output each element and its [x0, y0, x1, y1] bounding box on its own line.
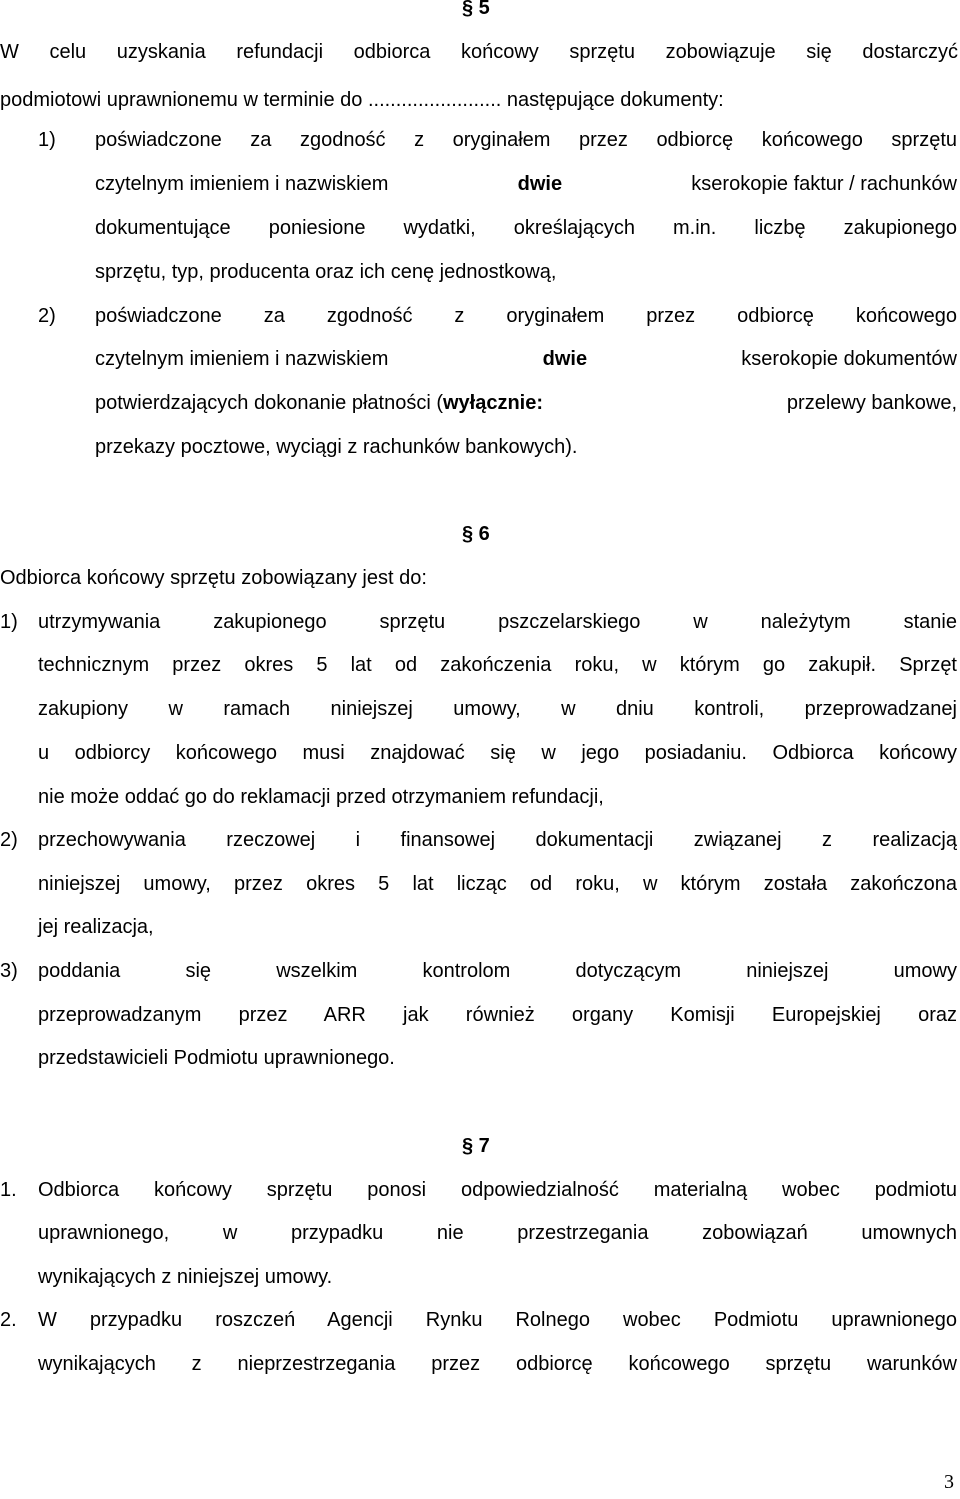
s6-item-2-line-3: jej realizacja,	[38, 916, 154, 938]
s5-item-2-line-4: przekazy pocztowe, wyciągi z rachunków bankowych).	[95, 436, 578, 458]
s5-item-2-emphasis-2: wyłącznie:	[442, 392, 544, 414]
s6-intro: Odbiorca końcowy sprzętu zobowiązany jest do:	[0, 567, 427, 589]
s6-item-1-number: 1)	[0, 611, 18, 633]
s5-item-1-number: 1)	[38, 129, 56, 151]
s5-item-2-number: 2)	[38, 305, 56, 327]
s5-item-2-line-1: poświadczone za zgodność z oryginałem przez odbiorcę końcowego	[95, 305, 957, 327]
s7-item-1-number: 1.	[0, 1179, 17, 1201]
s7-item-2-line-1: W przypadku roszczeń Agencji Rynku Rolnego wobec Podmiotu uprawnionego	[38, 1309, 957, 1331]
page-number: 3	[944, 1471, 954, 1493]
s7-item-1-line-1: Odbiorca końcowy sprzętu ponosi odpowiedzialność materialną wobec podmiotu	[38, 1179, 957, 1201]
s6-item-3-line-3: przedstawicieli Podmiotu uprawnionego.	[38, 1047, 395, 1069]
s6-item-1-line-5: nie może oddać go do reklamacji przed otrzymaniem refundacji,	[38, 786, 604, 808]
s5-item-2-text-a: czytelnym imieniem i nazwiskiem	[95, 348, 389, 370]
s5-item-2-line-2	[95, 347, 957, 371]
s7-item-2-line-2: wynikających z nieprzestrzegania przez odbiorcę końcowego sprzętu warunków	[38, 1353, 957, 1375]
s5-item-2-text-c: kserokopie dokumentów	[741, 348, 957, 370]
s5-item-2-line-3	[95, 391, 957, 415]
s6-item-2-line-2: niniejszej umowy, przez okres 5 lat licząc od roku, w którym została zakończona	[38, 873, 957, 895]
s5-item-1-line-1: poświadczone za zgodność z oryginałem przez odbiorcę końcowego sprzętu	[95, 129, 957, 151]
s5-item-2-line-3-text	[95, 391, 543, 415]
s6-item-1-line-1: utrzymywania zakupionego sprzętu pszczelarskiego w należytym stanie	[38, 611, 957, 633]
s6-item-1-line-4: u odbiorcy końcowego musi znajdować się w jego posiadaniu. Odbiorca końcowy	[38, 742, 957, 764]
s5-item-1-line-3: dokumentujące poniesione wydatki, określających m.in. liczbę zakupionego	[95, 217, 957, 239]
s5-item-2-text-d: potwierdzających dokonanie płatności (	[95, 392, 443, 414]
s5-item-2-emphasis: dwie	[542, 348, 588, 370]
s5-item-1-text-c: kserokopie faktur / rachunków	[691, 173, 957, 195]
s5-item-1-line-4: sprzętu, typ, producenta oraz ich cenę jednostkową,	[95, 261, 557, 283]
s5-item-1-emphasis: dwie	[517, 173, 563, 195]
s6-item-3-number: 3)	[0, 960, 18, 982]
section-6-heading: § 6	[462, 523, 490, 545]
s6-item-2-line-1: przechowywania rzeczowej i finansowej dokumentacji związanej z realizacją	[38, 829, 957, 851]
s5-item-1-line-2	[95, 172, 957, 196]
s6-item-1-line-2: technicznym przez okres 5 lat od zakończenia roku, w którym go zakupił. Sprzęt	[38, 654, 957, 676]
s7-item-1-line-2: uprawnionego, w przypadku nie przestrzegania zobowiązań umownych	[38, 1222, 957, 1244]
s7-item-2-number: 2.	[0, 1309, 17, 1331]
section-5-heading: § 5	[462, 0, 490, 19]
s5-intro-line-2: podmiotowi uprawnionemu w terminie do ........................ następujące dokumenty:	[0, 89, 724, 111]
section-7-heading: § 7	[462, 1135, 490, 1157]
s7-item-1-line-3: wynikających z niniejszej umowy.	[38, 1266, 333, 1288]
s5-item-1-text-a: czytelnym imieniem i nazwiskiem	[95, 173, 389, 195]
s6-item-2-number: 2)	[0, 829, 18, 851]
s6-item-1-line-3: zakupiony w ramach niniejszej umowy, w dniu kontroli, przeprowadzanej	[38, 698, 957, 720]
s6-item-3-line-1: poddania się wszelkim kontrolom dotyczącym niniejszej umowy	[38, 960, 957, 982]
s5-item-2-text-e: przelewy bankowe,	[786, 392, 957, 414]
s5-intro-line-1: W celu uzyskania refundacji odbiorca końcowy sprzętu zobowiązuje się dostarczyć	[0, 41, 958, 63]
s6-item-3-line-2: przeprowadzanym przez ARR jak również organy Komisji Europejskiej oraz	[38, 1004, 957, 1026]
